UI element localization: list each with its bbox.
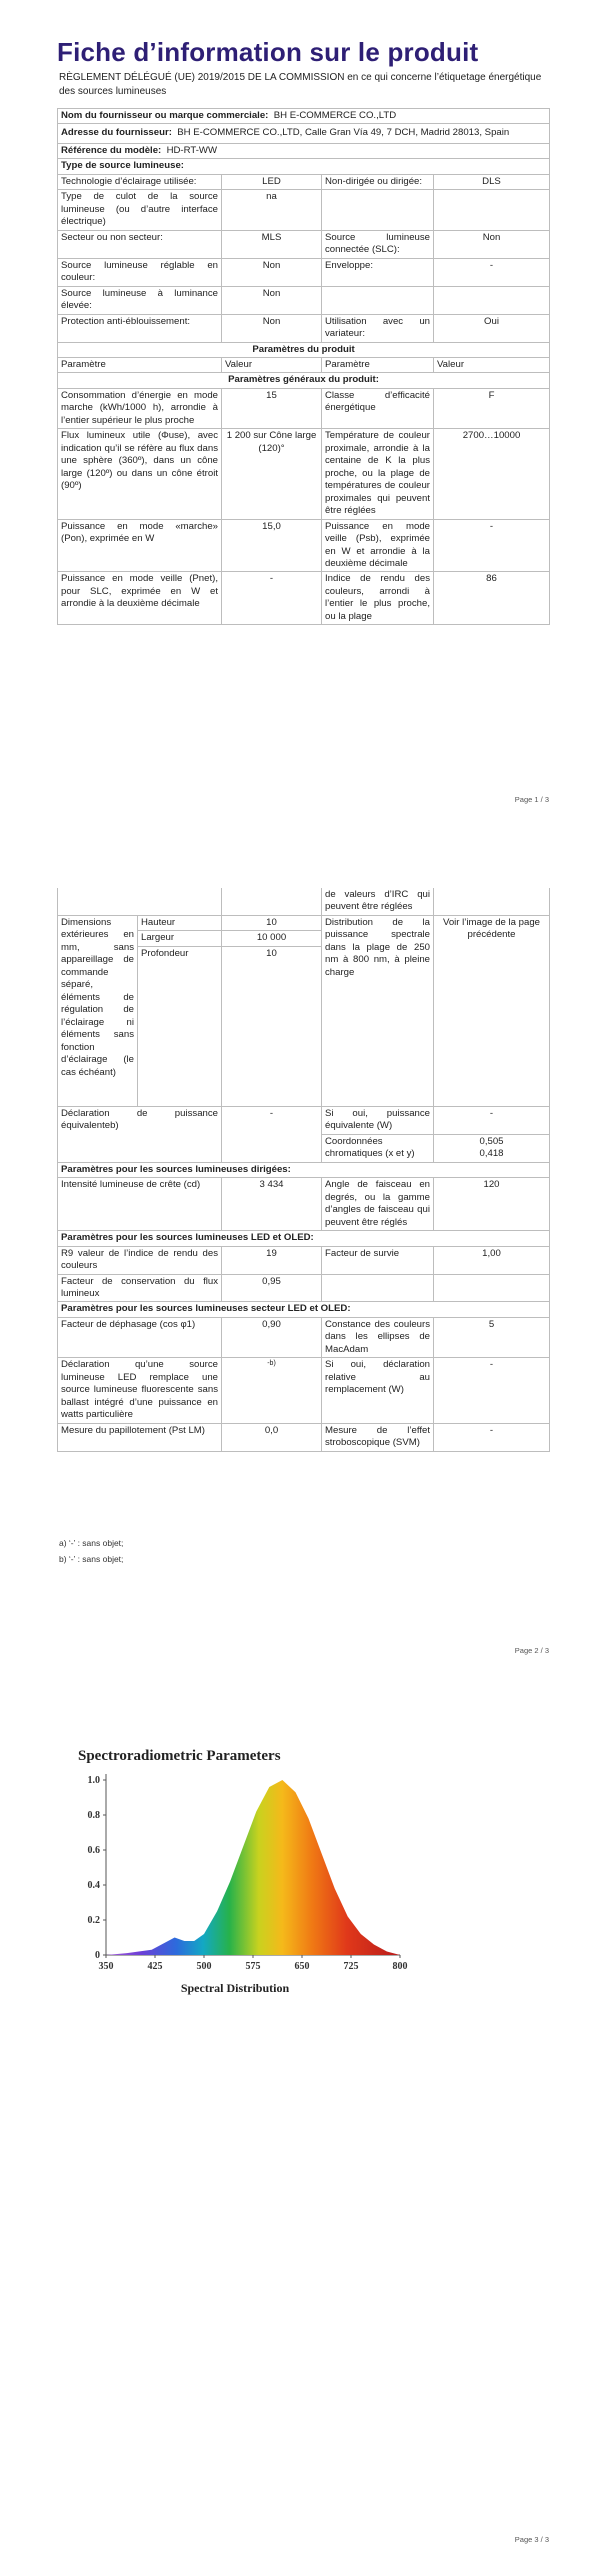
flicker-value: 0,0 bbox=[222, 1423, 322, 1451]
col-header-value: Valeur bbox=[434, 357, 550, 372]
general-row-label: Puissance en mode veille (Pnet), pour SLC, exprimée en W et arrondie à la deuxième décimale bbox=[58, 572, 222, 625]
source-row-value bbox=[434, 286, 550, 314]
supplier-name-row bbox=[58, 109, 550, 124]
page-footer: Page 3 / 3 bbox=[514, 2535, 549, 2544]
chromaticity-y: 0,418 bbox=[479, 1148, 504, 1160]
footnote: a) ‘-’ : sans objet; bbox=[59, 1538, 124, 1548]
survival-value: 1,00 bbox=[434, 1246, 550, 1274]
r9-value: 19 bbox=[222, 1246, 322, 1274]
general-params-heading: Paramètres généraux du produit: bbox=[58, 373, 550, 388]
general-row-value: 2700…10000 bbox=[434, 429, 550, 519]
source-row-label: Enveloppe: bbox=[322, 258, 434, 286]
general-row-value: F bbox=[434, 388, 550, 428]
x-tick-label: 500 bbox=[196, 1961, 212, 1972]
dimension-value: 10 bbox=[222, 946, 322, 1106]
mains-heading-row bbox=[58, 1302, 550, 1317]
y-tick-label: 0.4 bbox=[87, 1880, 100, 1891]
source-row-label: Type de culot de la source lumineuse (ou d’autre interface électrique) bbox=[58, 190, 222, 230]
mains-row bbox=[58, 1423, 550, 1451]
source-row-value bbox=[434, 190, 550, 230]
x-tick-label: 650 bbox=[294, 1961, 310, 1972]
equivalent-power-label: Déclaration de puissance équivalenteb) bbox=[58, 1106, 222, 1162]
source-row bbox=[58, 286, 550, 314]
source-row-label: Secteur ou non secteur: bbox=[58, 230, 222, 258]
model-row bbox=[58, 143, 550, 158]
replacement-watt-value: - bbox=[434, 1358, 550, 1423]
general-row bbox=[58, 429, 550, 519]
led-heading: Paramètres pour les sources lumineuses LED et OLED: bbox=[58, 1231, 550, 1246]
equivalent-watt-value: - bbox=[434, 1106, 550, 1134]
dimension-value: 10 000 bbox=[222, 931, 322, 946]
replacement-watt-label: Si oui, déclaration relative au remplacement (W) bbox=[322, 1358, 434, 1423]
peak-intensity-label: Intensité lumineuse de crête (cd) bbox=[58, 1178, 222, 1231]
supplier-address-value: BH E-COMMERCE CO.,LTD, Calle Gran Vía 49, 7 DCH, Madrid 28013, Spain bbox=[177, 127, 510, 139]
col-header-param: Paramètre bbox=[58, 357, 222, 372]
chromaticity-x: 0,505 bbox=[479, 1135, 504, 1147]
product-params-heading: Paramètres du produit bbox=[58, 342, 550, 357]
dimension-value: 10 bbox=[222, 915, 322, 930]
led-row bbox=[58, 1246, 550, 1274]
general-row bbox=[58, 519, 550, 572]
general-row-value: - bbox=[222, 572, 322, 625]
y-tick-label: 0.2 bbox=[87, 1915, 100, 1926]
general-row-label: Puissance en mode «marche» (Pon), exprimée en W bbox=[58, 519, 222, 572]
dimension-name: Hauteur bbox=[138, 915, 222, 930]
general-row bbox=[58, 572, 550, 625]
general-row-label: Température de couleur proximale, arrondie à la centaine de K la plus proche, ou la plage de températures de couleur proximales qui peuvent être réglées bbox=[322, 429, 434, 519]
source-row-label bbox=[322, 286, 434, 314]
source-row bbox=[58, 314, 550, 342]
general-row-label: Indice de rendu des couleurs, arrondi à l’entier le plus proche, ou la plage bbox=[322, 572, 434, 625]
continuation-row bbox=[58, 888, 550, 915]
general-row-value: 86 bbox=[434, 572, 550, 625]
replacement-value: -b) bbox=[222, 1358, 322, 1423]
chart-xlabel: Spectral Distribution bbox=[180, 1981, 290, 1995]
page-3 bbox=[0, 1670, 603, 2560]
macadam-label: Constance des couleurs dans les ellipses de MacAdam bbox=[322, 1317, 434, 1357]
x-tick-label: 575 bbox=[245, 1961, 261, 1972]
dimension-name: Largeur bbox=[138, 931, 222, 946]
y-tick-label: 0.8 bbox=[87, 1810, 100, 1821]
page-footer: Page 1 / 3 bbox=[514, 795, 549, 804]
source-row-value: na bbox=[222, 190, 322, 230]
directed-heading-row bbox=[58, 1162, 550, 1177]
general-row-label: Consommation d’énergie en mode marche (kWh/1000 h), arrondie à l’entier supérieur le plus proche bbox=[58, 388, 222, 428]
source-row-value: LED bbox=[222, 174, 322, 189]
phase-factor-value: 0,90 bbox=[222, 1317, 322, 1357]
flicker-label: Mesure du papillotement (Pst LM) bbox=[58, 1423, 222, 1451]
survival-label: Facteur de survie bbox=[322, 1246, 434, 1274]
led-row bbox=[58, 1274, 550, 1302]
general-row-label: Flux lumineux utile (Φuse), avec indication qu’il se réfère au flux dans une sphère (360º), dans un cône large (120º) ou dans un cône étroit (90º) bbox=[58, 429, 222, 519]
spectrum-area bbox=[106, 1780, 400, 1955]
source-type-row bbox=[58, 159, 550, 174]
equivalent-power-row bbox=[58, 1106, 550, 1134]
source-row bbox=[58, 174, 550, 189]
dimension-name: Profondeur bbox=[138, 946, 222, 1106]
page-1 bbox=[0, 0, 603, 820]
continuation-text: de valeurs d’IRC qui peuvent être réglées bbox=[322, 888, 434, 915]
y-tick-label: 0 bbox=[95, 1950, 100, 1961]
mains-heading: Paramètres pour les sources lumineuses secteur LED et OLED: bbox=[58, 1302, 550, 1317]
source-row bbox=[58, 258, 550, 286]
chart-area-layer bbox=[105, 1779, 400, 1955]
replacement-label: Déclaration qu’une source lumineuse LED remplace une source lumineuse fluorescente sans ballast intégré d’une puissance en watts particulière bbox=[58, 1358, 222, 1423]
general-row-value: 1 200 sur Cône large (120)° bbox=[222, 429, 322, 519]
source-row-value: MLS bbox=[222, 230, 322, 258]
general-row-value: - bbox=[434, 519, 550, 572]
chromaticity-label: Coordonnées chromatiques (x et y) bbox=[322, 1134, 434, 1162]
model-value: HD-RT-WW bbox=[166, 144, 218, 156]
stroboscopic-label: Mesure de l’effet stroboscopique (SVM) bbox=[322, 1423, 434, 1451]
general-params-heading-row bbox=[58, 373, 550, 388]
y-tick-label: 0.6 bbox=[87, 1845, 100, 1856]
source-row-label: Source lumineuse réglable en couleur: bbox=[58, 258, 222, 286]
equivalent-watt-label: Si oui, puissance équivalente (W) bbox=[322, 1106, 434, 1134]
supplier-name-value: BH E-COMMERCE CO.,LTD bbox=[273, 110, 397, 121]
source-row-label bbox=[322, 190, 434, 230]
source-row bbox=[58, 230, 550, 258]
source-row-value: Non bbox=[222, 286, 322, 314]
spd-label: Distribution de la puissance spectrale dans la plage de 250 nm à 800 nm, à pleine charge bbox=[322, 915, 434, 1106]
stroboscopic-value: - bbox=[434, 1423, 550, 1451]
mains-row bbox=[58, 1358, 550, 1423]
general-row bbox=[58, 388, 550, 428]
supplier-address-label: Adresse du fournisseur: bbox=[61, 127, 172, 139]
equivalent-power-value: - bbox=[222, 1106, 322, 1162]
peak-intensity-value: 3 434 bbox=[222, 1178, 322, 1231]
source-row-label: Technologie d’éclairage utilisée: bbox=[58, 174, 222, 189]
source-row-label: Source lumineuse à luminance élevée: bbox=[58, 286, 222, 314]
supplier-address-row bbox=[58, 124, 550, 143]
r9-label: R9 valeur de l’indice de rendu des couleurs bbox=[58, 1246, 222, 1274]
dimensions-label: Dimensions extérieures en mm, sans appareillage de commande séparé, éléments de régulation de l’éclairage ni éléments sans fonction d’éclairage (le cas échéant) bbox=[58, 915, 138, 1106]
general-row-value: 15,0 bbox=[222, 519, 322, 572]
led-heading-row bbox=[58, 1231, 550, 1246]
footnotes bbox=[59, 1535, 123, 1567]
chart-title: Spectroradiometric Parameters bbox=[78, 1748, 281, 1764]
general-row-label: Classe d’efficacité énergétique bbox=[322, 388, 434, 428]
general-row-label: Puissance en mode veille (Psb), exprimée en W et arrondie à la deuxième décimale bbox=[322, 519, 434, 572]
directed-row bbox=[58, 1178, 550, 1231]
product-params-heading-row bbox=[58, 342, 550, 357]
source-row-value: Non bbox=[222, 314, 322, 342]
chromaticity-value bbox=[434, 1134, 550, 1162]
spd-value: Voir l’image de la page précédente bbox=[434, 915, 550, 1106]
column-header-row bbox=[58, 357, 550, 372]
document-title: Fiche d’information sur le produit bbox=[57, 37, 479, 67]
source-row-label: Non-dirigée ou dirigée: bbox=[322, 174, 434, 189]
product-info-table bbox=[57, 108, 550, 625]
source-row-label: Utilisation avec un variateur: bbox=[322, 314, 434, 342]
product-info-table-continued bbox=[57, 888, 550, 1452]
source-row bbox=[58, 190, 550, 230]
footnote: b) ‘-’ : sans objet; bbox=[59, 1554, 124, 1565]
phase-factor-label: Facteur de déphasage (cos φ1) bbox=[58, 1317, 222, 1357]
flux-maintenance-value: 0,95 bbox=[222, 1274, 322, 1302]
beam-angle-value: 120 bbox=[434, 1178, 550, 1231]
beam-angle-label: Angle de faisceau en degrés, ou la gamme d’angles de faisceau qui peuvent être réglés bbox=[322, 1178, 434, 1231]
mains-row bbox=[58, 1317, 550, 1357]
source-row-label: Protection anti-éblouissement: bbox=[58, 314, 222, 342]
macadam-value: 5 bbox=[434, 1317, 550, 1357]
page-footer: Page 2 / 3 bbox=[514, 1646, 549, 1655]
source-type-label: Type de source lumineuse: bbox=[58, 159, 550, 174]
col-header-param: Paramètre bbox=[322, 357, 434, 372]
spectral-chart bbox=[70, 1740, 430, 2000]
supplier-name-label: Nom du fournisseur ou marque commerciale: bbox=[61, 110, 269, 121]
source-row-label: Source lumineuse connectée (SLC): bbox=[322, 230, 434, 258]
general-row-value: 15 bbox=[222, 388, 322, 428]
y-tick-label: 1.0 bbox=[87, 1775, 100, 1786]
source-row-value: - bbox=[434, 258, 550, 286]
source-row-value: Non bbox=[222, 258, 322, 286]
x-tick-label: 425 bbox=[147, 1961, 163, 1972]
page-2 bbox=[0, 820, 603, 1670]
x-tick-label: 350 bbox=[98, 1961, 114, 1972]
source-row-value: DLS bbox=[434, 174, 550, 189]
x-tick-label: 800 bbox=[392, 1961, 408, 1972]
source-row-value: Non bbox=[434, 230, 550, 258]
x-tick-label: 725 bbox=[343, 1961, 359, 1972]
source-row-value: Oui bbox=[434, 314, 550, 342]
model-label: Référence du modèle: bbox=[61, 144, 162, 156]
directed-heading: Paramètres pour les sources lumineuses dirigées: bbox=[58, 1162, 550, 1177]
regulation-text: RÈGLEMENT DÉLÉGUÉ (UE) 2019/2015 DE LA COMMISSION en ce qui concerne l’étiquetage énergétique des sources lumineuses bbox=[59, 72, 542, 97]
dimensions-row bbox=[58, 915, 550, 930]
flux-maintenance-label: Facteur de conservation du flux lumineux bbox=[58, 1274, 222, 1302]
col-header-value: Valeur bbox=[222, 357, 322, 372]
